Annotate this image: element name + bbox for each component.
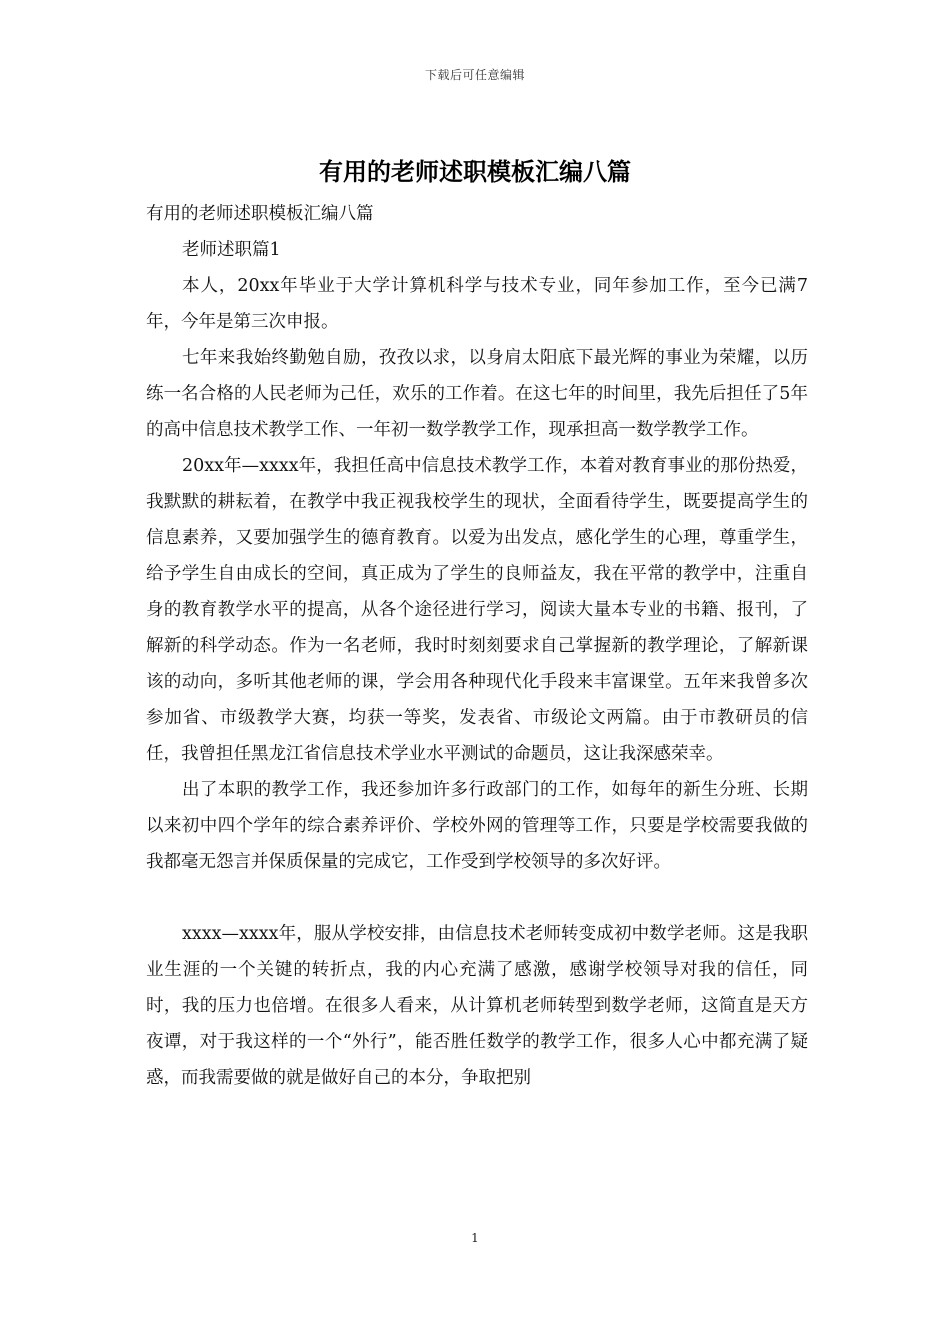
page-number: 1 xyxy=(471,1231,479,1245)
paragraph-4: 出了本职的教学工作，我还参加许多行政部门的工作，如每年的新生分班、长期以来初中四个学年的综合素养评价、学校外网的管理等工作，只要是学校需要我做的我都毫无怨言并保质保量的完成它，工作受到学校领导的多次好评。 xyxy=(146,780,808,872)
paragraph-5: xxxx—xxxx年，服从学校安排，由信息技术老师转变成初中数学老师。这是我职业生涯的一个关键的转折点，我的内心充满了感激，感谢学校领导对我的信任，同时，我的压力也倍增。在很多人看来，从计算机老师转型到数学老师，这简直是天方夜谭，对于我这样的一个“外行”，能否胜任数学的教学工作，很多人心中都充满了疑惑，而我需要做的就是做好自己的本分，争取把别 xyxy=(146,924,808,1088)
document-title: 有用的老师述职模板汇编八篇 xyxy=(319,157,631,186)
paragraph-3: 20xx年—xxxx年，我担任高中信息技术教学工作，本着对教育事业的那份热爱，我默默的耕耘着，在教学中我正视我校学生的现状，全面看待学生，既要提高学生的信息素养，又要加强学生的德育教育。以爱为出发点，感化学生的心理，尊重学生，给予学生自由成长的空间，真正成为了学生的良师益友，我在平常的教学中，注重自身的教育教学水平的提高，从各个途径进行学习，阅读大量本专业的书籍、报刊，了解新的科学动态。作为一名老师，我时时刻刻要求自己掌握新的教学理论，了解新课该的动向，多听其他老师的课，学会用各种现代化手段来丰富课堂。五年来我曾多次参加省、市级教学大赛，均获一等奖，发表省、市级论文两篇。由于市教研员的信任，我曾担任黑龙江省信息技术学业水平测试的命题员，这让我深感荣幸。 xyxy=(146,456,808,764)
header-note: 下载后可任意编辑 xyxy=(424,68,525,82)
document-subtitle: 有用的老师述职模板汇编八篇 xyxy=(146,204,374,224)
paragraph-1: 本人，20xx年毕业于大学计算机科学与技术专业，同年参加工作，至今已满7年，今年是第三次申报。 xyxy=(146,276,808,332)
document-body xyxy=(146,196,808,1096)
paragraph-2: 七年来我始终勤勉自励，孜孜以求，以身肩太阳底下最光辉的事业为荣耀，以历练一名合格的人民老师为己任，欢乐的工作着。在这七年的时间里，我先后担任了5年的高中信息技术教学工作、一年初一数学教学工作，现承担高一数学教学工作。 xyxy=(146,348,808,440)
section-heading: 老师述职篇1 xyxy=(182,240,281,260)
